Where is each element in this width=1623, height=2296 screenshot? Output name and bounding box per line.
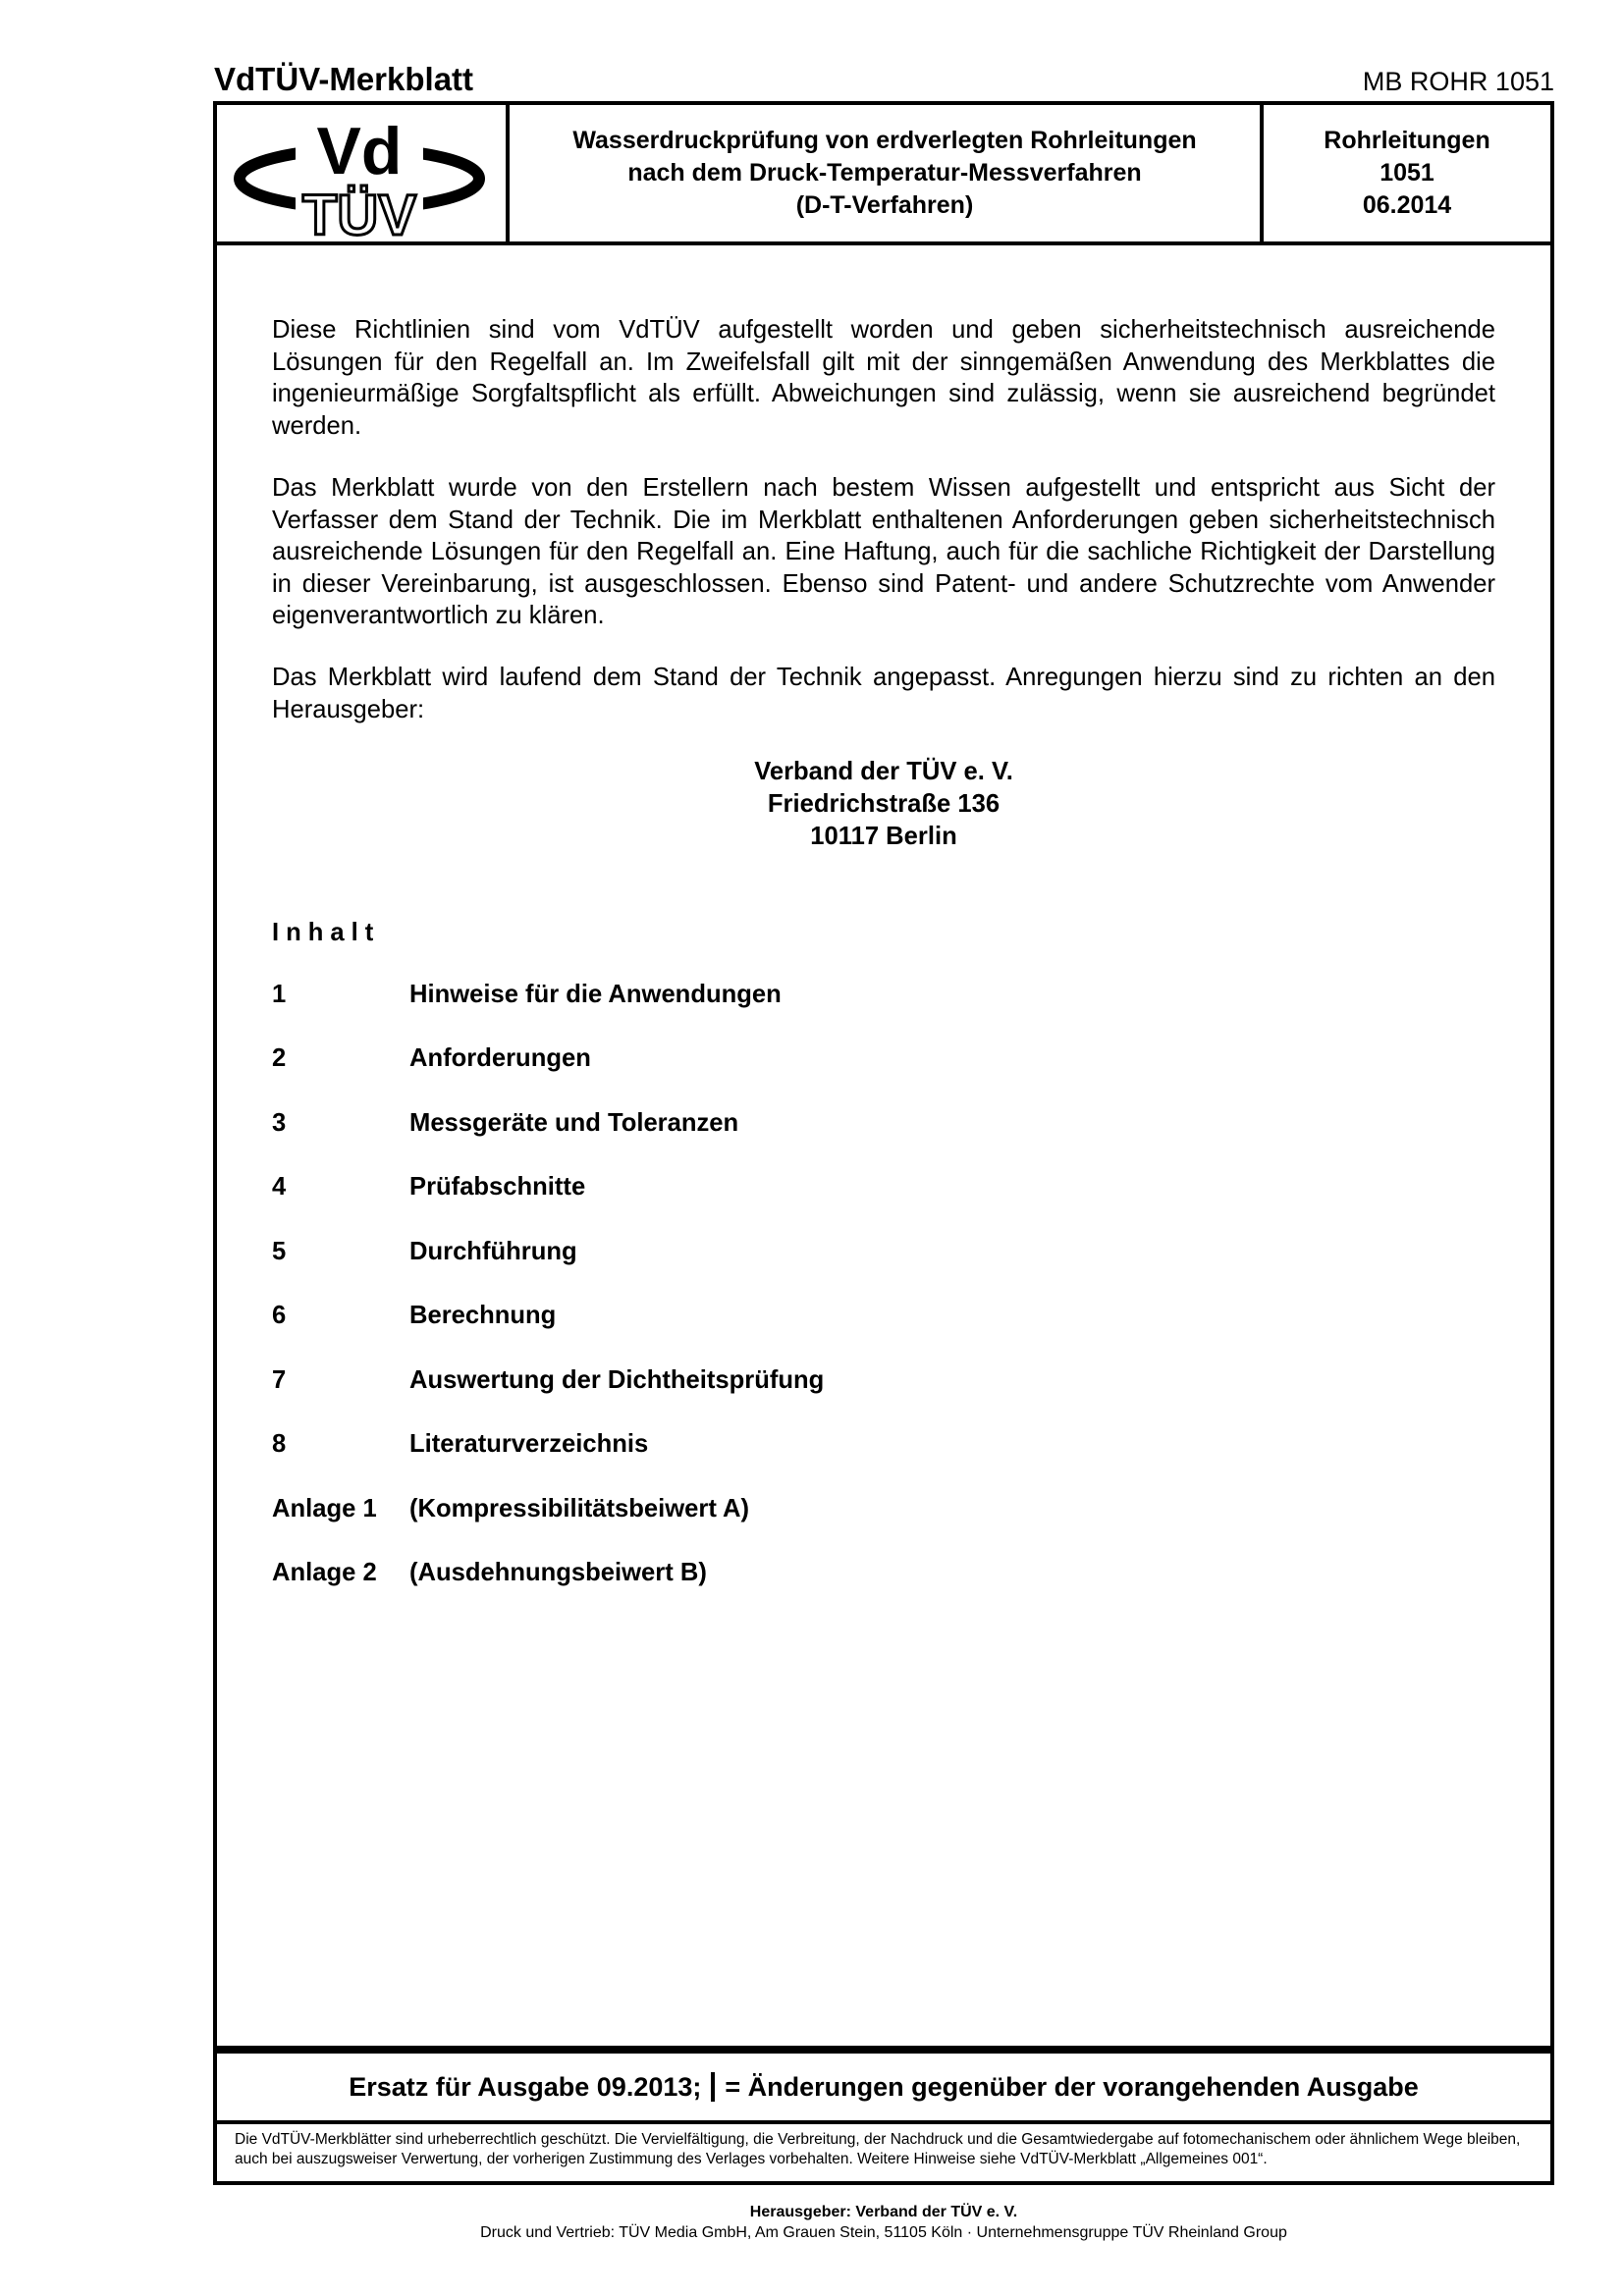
intro-paragraph-1: Diese Richtlinien sind vom VdTÜV aufgestellt worden und geben sicherheitstechnisch ausreichende Lösungen für den Regelfall an. Im Zweifelsfall gilt mit der sinngemäßen Anwendung des Merkblattes die ingenieurmäßige Sorgfaltspflicht als erfüllt. Abweichungen sind zulässig, wenn sie ausreichend begründet werden. [272, 316, 1495, 440]
document-code: MB ROHR 1051 [1362, 67, 1554, 96]
toc-item-label: Messgeräte und Toleranzen [409, 1109, 739, 1137]
toc-item-number: 4 [272, 1173, 287, 1201]
toc-item-label: Anforderungen [409, 1044, 591, 1072]
document-title-line-3: (D-T-Verfahren) [795, 191, 974, 219]
document-title-line-2: nach dem Druck-Temperatur-Messverfahren [627, 159, 1142, 187]
replacement-text-after: = Änderungen gegenüber der vorangehenden Ausgabe [725, 2071, 1419, 2102]
document-number: 1051 [1380, 159, 1434, 187]
logo-text-bottom: TÜV [302, 184, 416, 245]
toc-item-number: 8 [272, 1430, 287, 1458]
document-date: 06.2014 [1362, 191, 1452, 219]
document-title-line-1: Wasserdruckprüfung von erdverlegten Rohrleitungen [572, 127, 1197, 154]
toc-item-label: (Kompressibilitätsbeiwert A) [409, 1495, 750, 1522]
toc-item-number: 1 [272, 981, 287, 1008]
intro-paragraph-3: Das Merkblatt wird laufend dem Stand der Technik angepasst. Anregungen hierzu sind zu richten an den Herausgeber: [272, 664, 1495, 723]
toc-item-number: 2 [272, 1044, 287, 1072]
footer-publisher: Herausgeber: Verband der TÜV e. V. [749, 2204, 1018, 2220]
toc-item-label: Durchführung [409, 1238, 577, 1265]
logo-cell [217, 105, 510, 245]
toc-item-number: 6 [272, 1302, 287, 1329]
address-street: Friedrichstraße 136 [767, 790, 1001, 818]
toc-item-number: 3 [272, 1109, 287, 1137]
vdtuev-logo [217, 105, 502, 245]
intro-paragraph-2: Das Merkblatt wurde von den Erstellern nach bestem Wissen aufgestellt und entspricht aus Sicht der Verfasser dem Stand der Technik. Die im Merkblatt enthaltenen Anforderungen geben sicherheitstechnisch ausreichende Lösungen für den Regelfall an. Eine Haftung, auch für die sachliche Richtigkeit der Darstellung in dieser Vereinbarung, ist ausgeschlossen. Ebenso sind Patent- und andere Schutzrechte vom Anwender eigenverantwortlich zu klären. [272, 474, 1495, 629]
header-table [213, 101, 1554, 245]
replacement-text-before: Ersatz für Ausgabe 09.2013; [349, 2071, 702, 2102]
document-title-cell [510, 105, 1264, 241]
toc-item-label: Prüfabschnitte [409, 1173, 586, 1201]
document-series-title: VdTÜV-Merkblatt [214, 61, 474, 97]
toc-item-number: Anlage 1 [272, 1495, 377, 1522]
logo-text-top: Vd [316, 114, 403, 188]
document-category: Rohrleitungen [1324, 127, 1490, 154]
toc-item-number: 5 [272, 1238, 287, 1265]
change-bar-icon [711, 2072, 715, 2102]
footer-printer: Druck und Vertrieb: TÜV Media GmbH, Am Grauen Stein, 51105 Köln · Unternehmensgruppe TÜV Rheinland Group [480, 2224, 1287, 2241]
document-meta-cell [1264, 105, 1550, 241]
toc-item-label: Berechnung [409, 1302, 557, 1329]
replacement-notice [213, 2050, 1554, 2124]
toc-item-number: Anlage 2 [272, 1559, 377, 1586]
toc-item-number: 7 [272, 1366, 287, 1394]
toc-item-label: Hinweise für die Anwendungen [409, 981, 782, 1008]
copyright-notice: Die VdTÜV-Merkblätter sind urheberrechtlich geschützt. Die Vervielfältigung, die Verbreitung, der Nachdruck und die Gesamtwiedergabe auf fotomechanischem oder ähnlichem Wege bleiben, auch bei auszugsweiser Verwertung, der vorherigen Zustimmung des Verlages vorbehalten. Weitere Hinweise siehe VdTÜV-Merkblatt „Allgemeines 001“. [213, 2124, 1554, 2185]
address-name: Verband der TÜV e. V. [754, 758, 1013, 785]
toc-item-label: Literaturverzeichnis [409, 1430, 649, 1458]
publisher-address [213, 756, 1554, 853]
address-city: 10117 Berlin [810, 823, 957, 850]
toc-heading: Inhalt [272, 919, 381, 946]
toc-item-label: (Ausdehnungsbeiwert B) [409, 1559, 707, 1586]
toc-item-label: Auswertung der Dichtheitsprüfung [409, 1366, 825, 1394]
